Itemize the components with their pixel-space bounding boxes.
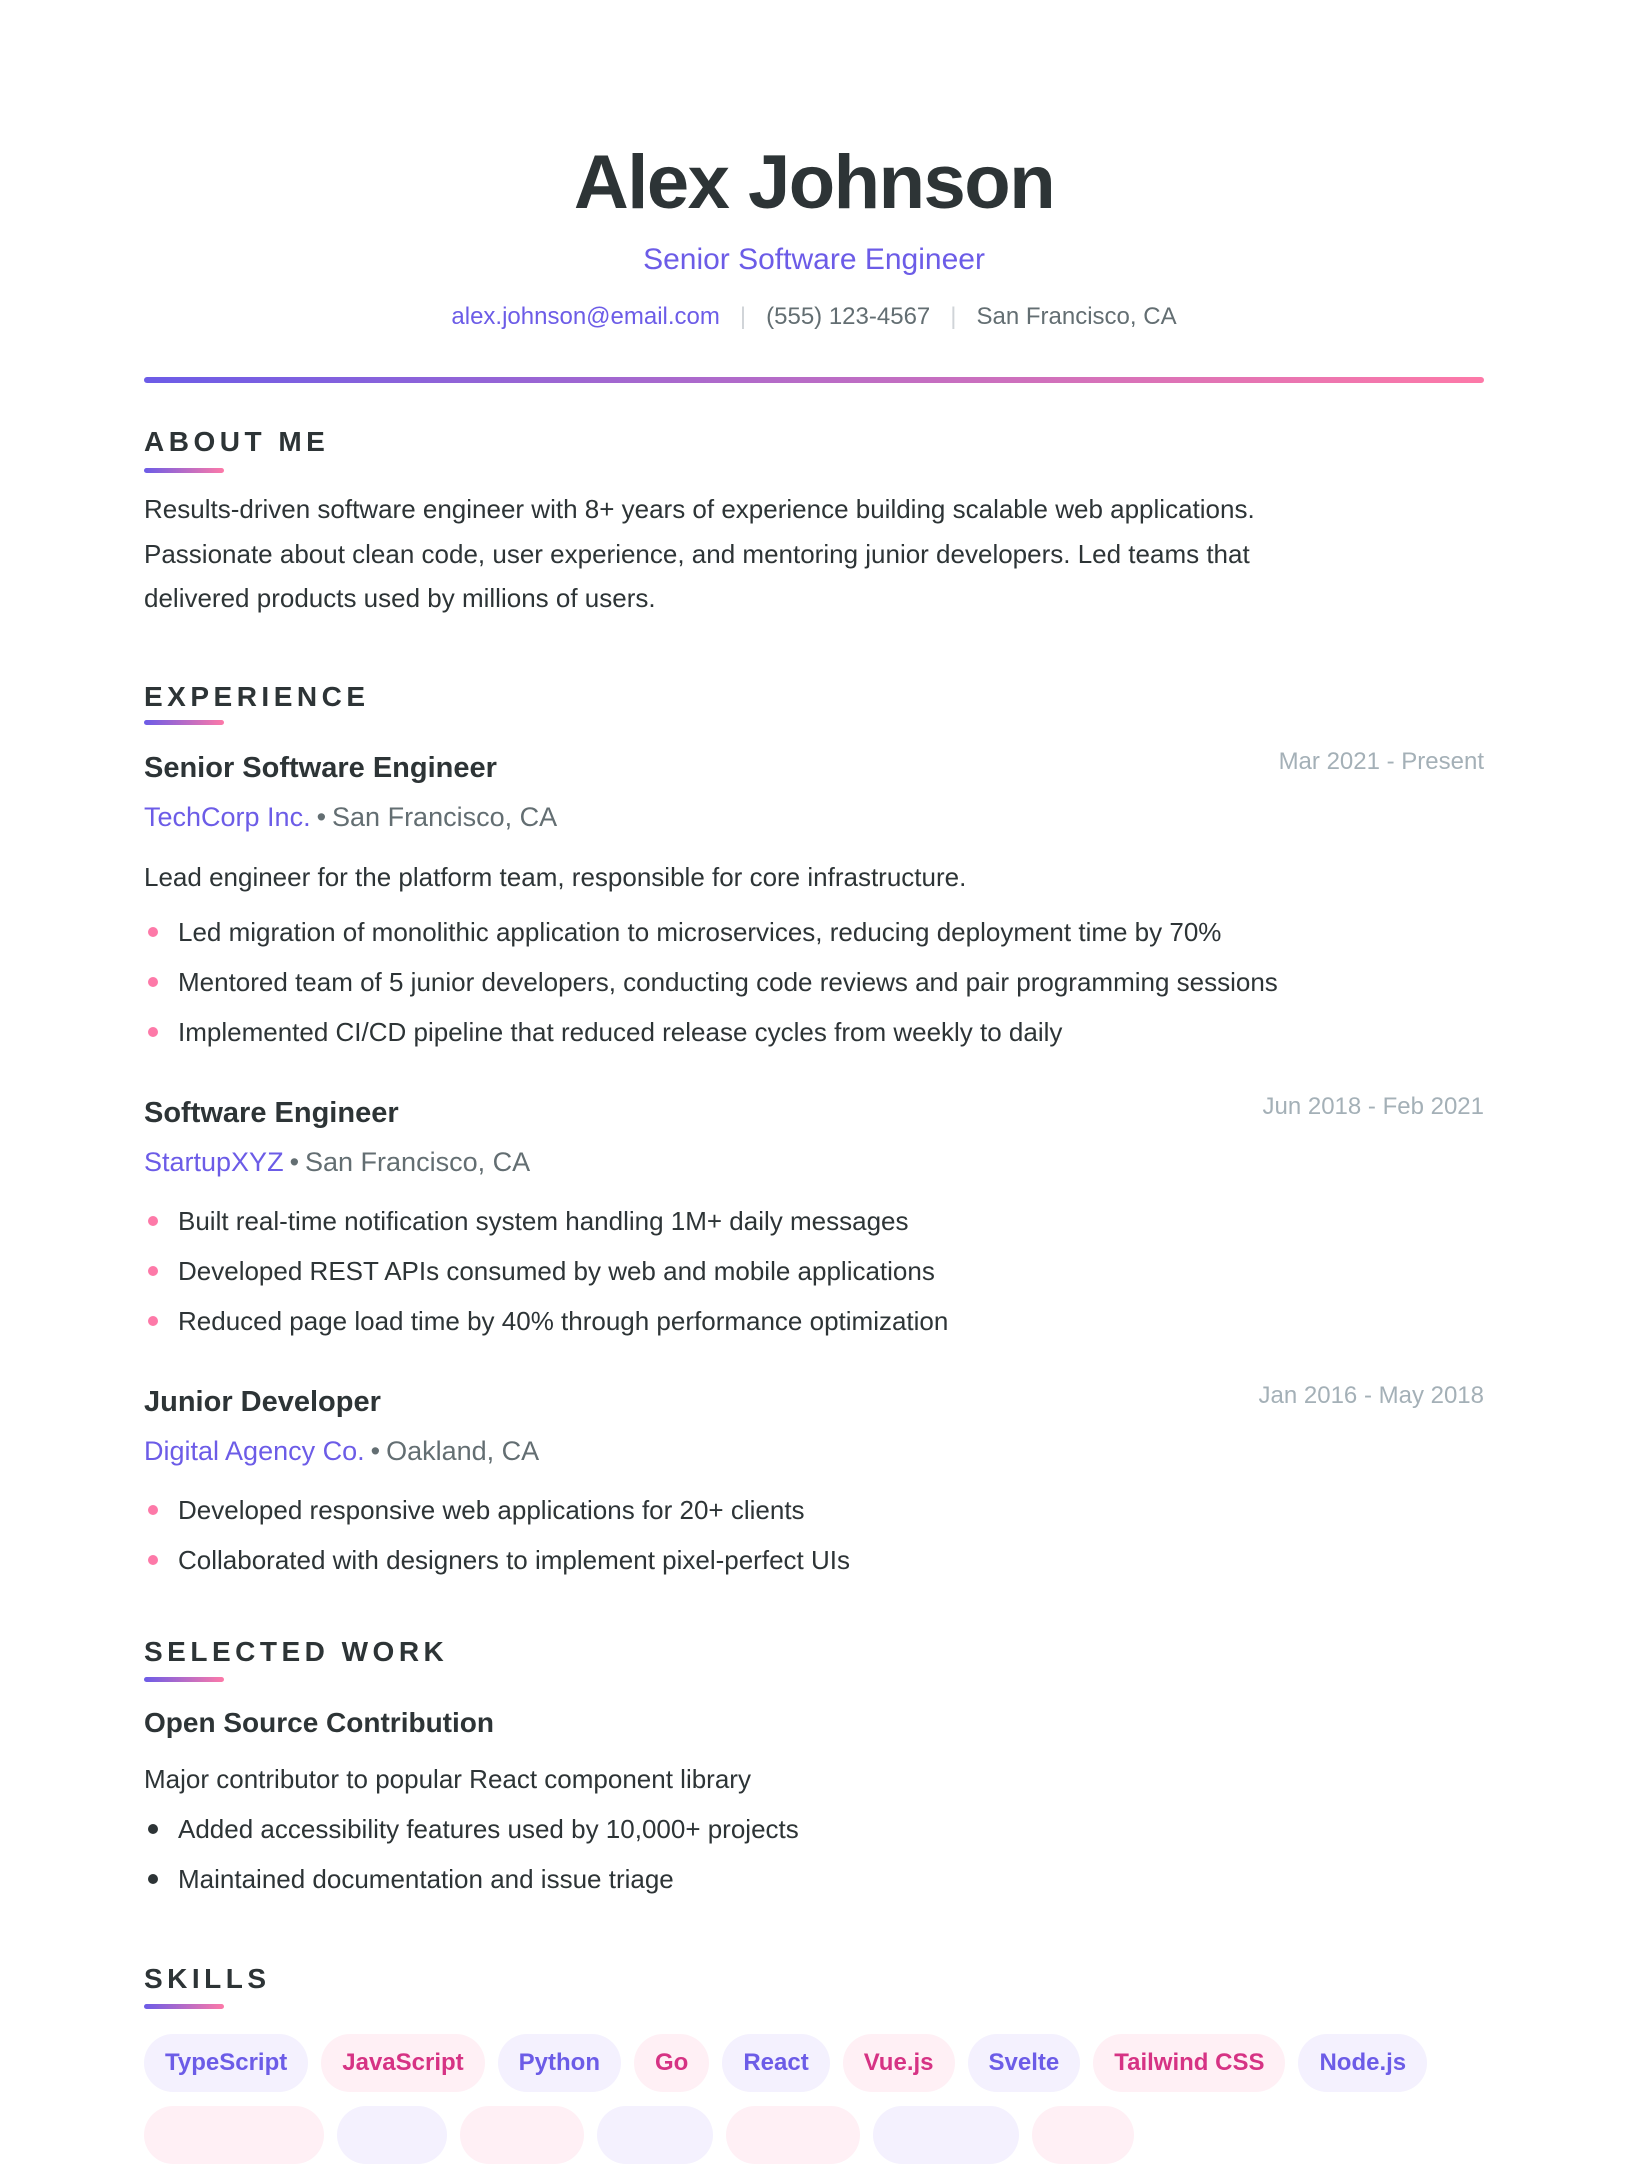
job-bullets bbox=[144, 1196, 1484, 1346]
project-description: Major contributor to popular React component library bbox=[144, 1764, 751, 1794]
job-title: Junior Developer bbox=[144, 1386, 381, 1418]
section-title-experience: EXPERIENCE bbox=[144, 681, 370, 712]
job-bullets bbox=[144, 1485, 1484, 1585]
section-underline bbox=[144, 468, 224, 473]
email-link[interactable]: alex.johnson@email.com bbox=[451, 303, 720, 330]
contact-line bbox=[144, 302, 1484, 332]
bullet-item: Reduced page load time by 40% through performance optimization bbox=[144, 1296, 1484, 1346]
company-name: TechCorp Inc. bbox=[144, 802, 311, 832]
about-line: Passionate about clean code, user experience, and mentoring junior developers. Led teams that bbox=[144, 538, 1250, 569]
job-meta bbox=[144, 1145, 530, 1179]
meta-dot: • bbox=[289, 1147, 300, 1177]
bullet-item: Developed REST APIs consumed by web and mobile applications bbox=[144, 1246, 1484, 1296]
location: San Francisco, CA bbox=[976, 303, 1177, 330]
bullet-item: Built real-time notification system handling 1M+ daily messages bbox=[144, 1196, 1484, 1246]
contact-separator: | bbox=[950, 303, 957, 330]
job-dates: Jan 2016 - May 2018 bbox=[1258, 1382, 1484, 1409]
header-gradient-divider bbox=[144, 377, 1484, 383]
job-meta bbox=[144, 1434, 539, 1468]
candidate-role: Senior Software Engineer bbox=[643, 243, 985, 276]
job-dates: Mar 2021 - Present bbox=[1278, 748, 1484, 775]
about-paragraph bbox=[144, 487, 1484, 621]
meta-dot: • bbox=[370, 1436, 381, 1466]
section-title-skills: SKILLS bbox=[144, 1963, 271, 1994]
bullet-item: Added accessibility features used by 10,000+ projects bbox=[144, 1804, 1484, 1854]
skill-pill-clipped bbox=[1032, 2106, 1134, 2164]
section-title-about: ABOUT ME bbox=[144, 426, 330, 457]
section-underline bbox=[144, 720, 224, 725]
skills-list bbox=[144, 2034, 1504, 2164]
bullet-item: Developed responsive web applications for 20+ clients bbox=[144, 1485, 1484, 1535]
job-dates: Jun 2018 - Feb 2021 bbox=[1262, 1093, 1484, 1120]
skill-pill: Svelte bbox=[968, 2034, 1081, 2092]
bullet-item: Implemented CI/CD pipeline that reduced release cycles from weekly to daily bbox=[144, 1007, 1484, 1057]
contact-separator: | bbox=[739, 303, 747, 330]
skill-pill-clipped bbox=[597, 2106, 713, 2164]
bullet-item: Maintained documentation and issue triage bbox=[144, 1854, 1484, 1904]
skill-pill: Python bbox=[498, 2034, 621, 2092]
skill-pill-clipped bbox=[726, 2106, 860, 2164]
skill-pill: React bbox=[722, 2034, 829, 2092]
skill-pill-clipped bbox=[337, 2106, 447, 2164]
company-name: Digital Agency Co. bbox=[144, 1436, 365, 1466]
skill-pill-clipped bbox=[873, 2106, 1019, 2164]
skill-pill: TypeScript bbox=[144, 2034, 308, 2092]
skill-pill: Vue.js bbox=[843, 2034, 955, 2092]
job-bullets bbox=[144, 907, 1484, 1057]
job-location: San Francisco, CA bbox=[305, 1147, 531, 1177]
skill-pill: Go bbox=[634, 2034, 709, 2092]
skill-pill-clipped bbox=[460, 2106, 584, 2164]
bullet-item: Led migration of monolithic application to microservices, reducing deployment time by 70% bbox=[144, 907, 1484, 957]
bullet-item: Collaborated with designers to implement pixel-perfect UIs bbox=[144, 1535, 1484, 1585]
skill-pill: Tailwind CSS bbox=[1093, 2034, 1285, 2092]
job-meta bbox=[144, 800, 557, 834]
phone-number: (555) 123-4567 bbox=[766, 303, 931, 330]
job-location: Oakland, CA bbox=[386, 1436, 540, 1466]
meta-dot: • bbox=[316, 802, 327, 832]
job-location: San Francisco, CA bbox=[332, 802, 558, 832]
project-bullets bbox=[144, 1804, 1484, 1904]
section-title-selected-work: SELECTED WORK bbox=[144, 1636, 449, 1667]
bullet-item: Mentored team of 5 junior developers, conducting code reviews and pair programming sessions bbox=[144, 957, 1484, 1007]
resume-header bbox=[144, 138, 1484, 332]
about-line: Results-driven software engineer with 8+ years of experience building scalable web applications. bbox=[144, 494, 1255, 524]
job-description: Lead engineer for the platform team, responsible for core infrastructure. bbox=[144, 862, 967, 892]
section-underline bbox=[144, 2004, 224, 2009]
skill-pill-clipped bbox=[144, 2106, 324, 2164]
job-title: Senior Software Engineer bbox=[144, 752, 497, 784]
project-title: Open Source Contribution bbox=[144, 1707, 494, 1738]
about-line: delivered products used by millions of users. bbox=[144, 583, 656, 613]
skill-pill: Node.js bbox=[1298, 2034, 1427, 2092]
section-underline bbox=[144, 1677, 224, 1682]
candidate-name: Alex Johnson bbox=[573, 140, 1055, 225]
job-title: Software Engineer bbox=[144, 1097, 399, 1129]
skill-pill: JavaScript bbox=[321, 2034, 484, 2092]
company-name: StartupXYZ bbox=[144, 1147, 284, 1177]
